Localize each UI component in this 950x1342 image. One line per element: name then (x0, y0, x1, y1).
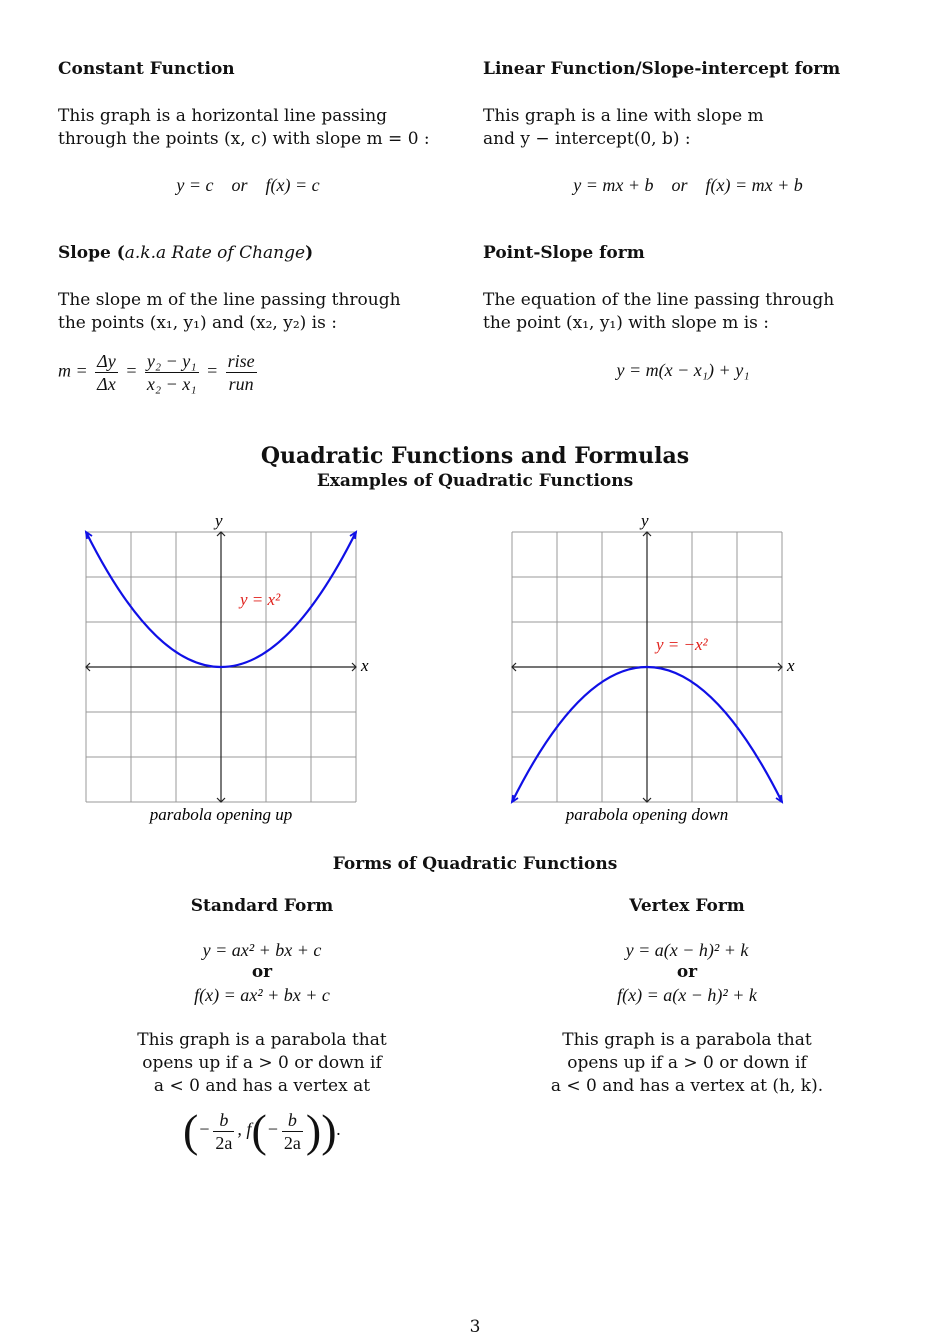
vertex-fraction-1 (213, 1109, 234, 1154)
standard-form-title: Standard Form (190, 896, 334, 916)
slope-desc-line2: the points (x₁, y₁) and (x₂, y₂) is : (58, 313, 337, 333)
graph-down-equation-label: y = −x² (656, 635, 708, 654)
slope-fraction-delta (95, 350, 118, 395)
standard-form-vertex-formula (62, 1105, 462, 1156)
slope-fraction-delta-den: Δx (97, 374, 116, 394)
slope-fraction-coords-den: x₂ − x₁ (146, 374, 197, 394)
vertex-fraction-2-num: b (282, 1109, 303, 1132)
vertex-fraction-1-num: b (213, 1109, 234, 1132)
slope-heading-end: ) (305, 243, 314, 263)
vertex-open-paren-2: ( (251, 1105, 267, 1156)
point-slope-desc-line2: the point (x₁, y₁) with slope m is : (483, 313, 770, 333)
graph-up-equation-label: y = x² (240, 590, 281, 609)
graph-up-caption: parabola opening up (149, 805, 293, 824)
quadratic-title: Quadratic Functions and Formulas (260, 443, 690, 469)
vertex-form-column (487, 896, 887, 1098)
slope-fraction-rise: rise (227, 351, 255, 371)
vertex-comma-f: , f (237, 1119, 252, 1140)
graph-up-y-label: y (215, 511, 223, 530)
point-slope-heading: Point-Slope form (483, 243, 645, 263)
graph-down-y-label: y (641, 511, 649, 530)
vertex-form-eq1: y = a(x − h)² + k (625, 940, 749, 960)
point-slope-formula: y = m(x − x₁) + y₁ (616, 360, 750, 380)
vertex-form-desc-line1: This graph is a parabola that (562, 1030, 812, 1050)
slope-heading-main: Slope ( (58, 243, 125, 263)
slope-fraction-coords (145, 350, 199, 395)
slope-fraction-run: run (228, 374, 254, 394)
graph-down-x-label: x (787, 656, 795, 675)
vertex-period: . (336, 1119, 342, 1140)
vertex-form-title: Vertex Form (629, 896, 745, 916)
quadratic-subtitle: Examples of Quadratic Functions (316, 471, 634, 491)
vertex-form-eq2: f(x) = a(x − h)² + k (617, 985, 757, 1005)
slope-formula (58, 350, 260, 395)
linear-function-heading: Linear Function/Slope-intercept form (483, 59, 841, 79)
slope-fraction-rise-run (226, 350, 257, 395)
standard-form-desc-line3: a < 0 and has a vertex at (153, 1076, 371, 1096)
page-number: 3 (469, 1317, 481, 1337)
slope-fraction-coords-num: y₂ − y₁ (146, 351, 197, 371)
vertex-minus-2: − (266, 1119, 279, 1140)
vertex-fraction-2-den: 2a (283, 1132, 301, 1153)
standard-form-column (62, 896, 462, 1154)
slope-m-equals: m = (58, 360, 88, 381)
linear-function-desc-line1: This graph is a line with slope m (483, 106, 764, 126)
vertex-open-paren: ( (182, 1105, 199, 1156)
constant-function-desc-line1: This graph is a horizontal line passing (58, 106, 388, 126)
slope-equals-2: = (206, 360, 219, 381)
vertex-fraction-1-den: 2a (215, 1132, 233, 1153)
slope-desc-line1: The slope m of the line passing through (58, 290, 401, 310)
vertex-minus-1: − (198, 1119, 211, 1140)
standard-form-or: or (251, 962, 273, 982)
point-slope-desc-line1: The equation of the line passing through (483, 290, 835, 310)
linear-function-formula: y = mx + b or f(x) = mx + b (573, 175, 803, 195)
slope-fraction-delta-num: Δy (97, 351, 116, 371)
graph-down-caption: parabola opening down (565, 805, 729, 824)
constant-function-heading: Constant Function (58, 59, 235, 79)
graph-parabola-down (496, 508, 816, 828)
vertex-close-parens: )) (305, 1105, 337, 1156)
standard-form-eq1: y = ax² + bx + c (202, 940, 322, 960)
slope-heading (58, 243, 313, 263)
constant-function-desc-line2: through the points (x, c) with slope m = 0 : (58, 129, 430, 149)
forms-heading: Forms of Quadratic Functions (332, 854, 618, 874)
standard-form-desc-line1: This graph is a parabola that (137, 1030, 387, 1050)
vertex-form-or: or (676, 962, 698, 982)
standard-form-eq2: f(x) = ax² + bx + c (194, 985, 330, 1005)
vertex-form-desc-line3: a < 0 and has a vertex at (h, k). (550, 1076, 824, 1096)
constant-function-formula: y = c or f(x) = c (176, 175, 320, 195)
graph-parabola-up (70, 508, 390, 828)
standard-form-desc-line2: opens up if a > 0 or down if (142, 1053, 382, 1073)
slope-equals-1: = (125, 360, 138, 381)
slope-heading-italic: a.k.a Rate of Change (124, 243, 306, 263)
vertex-fraction-2 (282, 1109, 303, 1154)
graph-up-x-label: x (361, 656, 369, 675)
linear-function-desc-line2: and y − intercept(0, b) : (483, 129, 691, 149)
vertex-form-desc-line2: opens up if a > 0 or down if (567, 1053, 807, 1073)
